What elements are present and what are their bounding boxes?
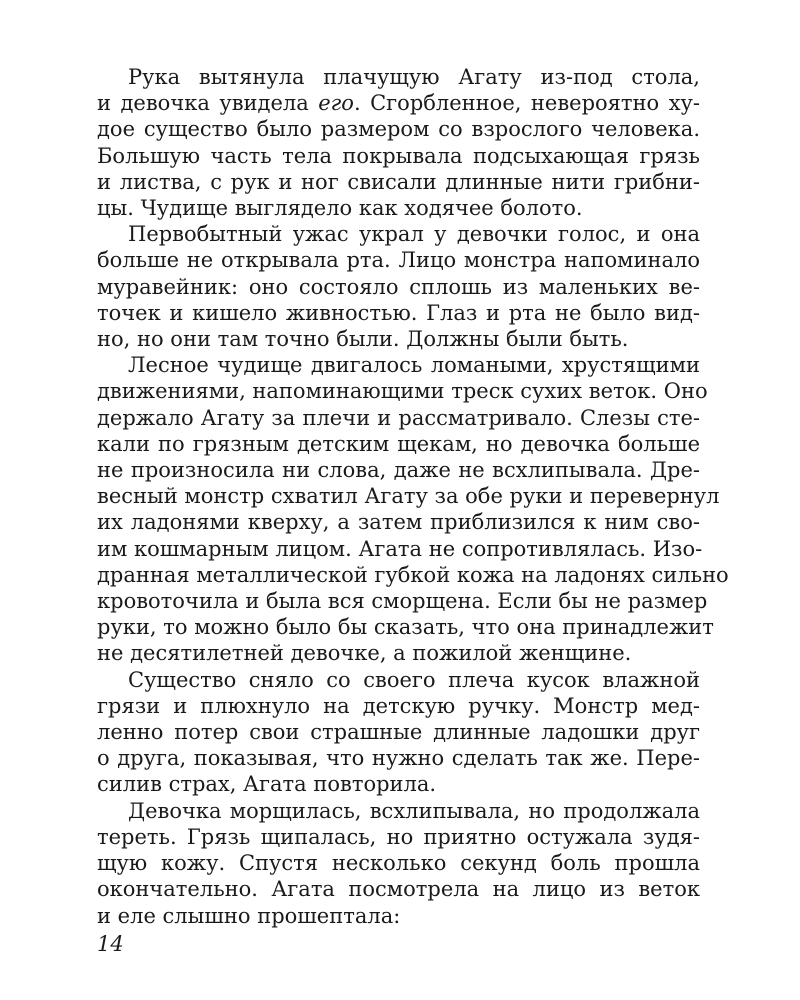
text-line: ленно потер свои страшные длинные ладошки друг (97, 720, 700, 745)
text-line: и девочка увидела его. Сгорбленное, невероятно ху- (97, 91, 700, 116)
text-line: окончательно. Агата посмотрела на лицо из веток (97, 877, 700, 902)
text-line: больше не открывала рта. Лицо монстра напоминало (97, 248, 700, 273)
paragraph (97, 352, 729, 666)
paragraph (97, 667, 700, 798)
text-line: и листва, с рук и ног свисали длинные нити грибни- (97, 169, 700, 194)
text-line: кали по грязным детским щекам, но девочка больше (97, 431, 700, 456)
text-line: муравейник: оно состояло сплошь из маленьких ве- (97, 274, 700, 299)
text-line: весный монстр схватил Агату за обе руки и перевернул (97, 484, 720, 509)
text-line: о друга, показывая, что нужно сделать так же. Пере- (97, 746, 700, 771)
text-line: держало Агату за плечи и рассматривало. Слезы сте- (97, 405, 700, 430)
text-line: но, но они там точно были. Должны были быть. (97, 327, 629, 352)
text-line: Лесное чудище двигалось ломаными, хрустящими (128, 353, 700, 378)
text-line: Первобытный ужас украл у девочки голос, и она (128, 222, 700, 247)
body-text (97, 64, 729, 929)
text-line: Существо сняло со своего плеча кусок влажной (128, 667, 700, 692)
paragraph (97, 221, 700, 352)
text-line: не произносила ни слова, даже не всхлипывала. Дре- (97, 458, 700, 483)
text-line: движениями, напоминающими треск сухих веток. Оно (97, 379, 708, 404)
text-line: точек и кишело живностью. Глаз и рта не было вид- (97, 300, 700, 325)
paragraph (97, 64, 700, 221)
text-line: Рука вытянула плачущую Агату из-под стола, (128, 65, 700, 89)
text-line: силив страх, Агата повторила. (97, 772, 437, 797)
text-line: им кошмарным лицом. Агата не сопротивлялась. Изо- (97, 536, 703, 561)
text-line: Девочка морщилась, всхлипывала, но продолжала (128, 798, 700, 823)
text-line: щую кожу. Спустя несколько секунд боль прошла (97, 851, 700, 876)
page-number: 14 (97, 932, 124, 956)
paragraph (97, 798, 700, 929)
text-line: дое существо было размером со взрослого человека. (97, 117, 700, 142)
text-line: кровоточила и была вся сморщена. Если бы не размер (97, 589, 708, 614)
text-line: дранная металлической губкой кожа на ладонях сильно (97, 562, 729, 587)
text-line: их ладонями кверху, а затем приблизился к ним сво- (97, 510, 700, 535)
text-line: Большую часть тела покрывала подсыхающая грязь (97, 143, 700, 168)
text-line: и еле слышно прошептала: (97, 903, 401, 928)
text-line: не десятилетней девочке, а пожилой женщине. (97, 641, 632, 666)
text-line: тереть. Грязь щипалась, но приятно остужала зудя- (97, 824, 700, 849)
text-line: цы. Чудище выглядело как ходячее болото. (97, 196, 583, 221)
text-line: грязи и плюхнуло на детскую ручку. Монстр мед- (97, 693, 700, 718)
text-line: руки, то можно было бы сказать, что она принадлежит (97, 615, 714, 640)
